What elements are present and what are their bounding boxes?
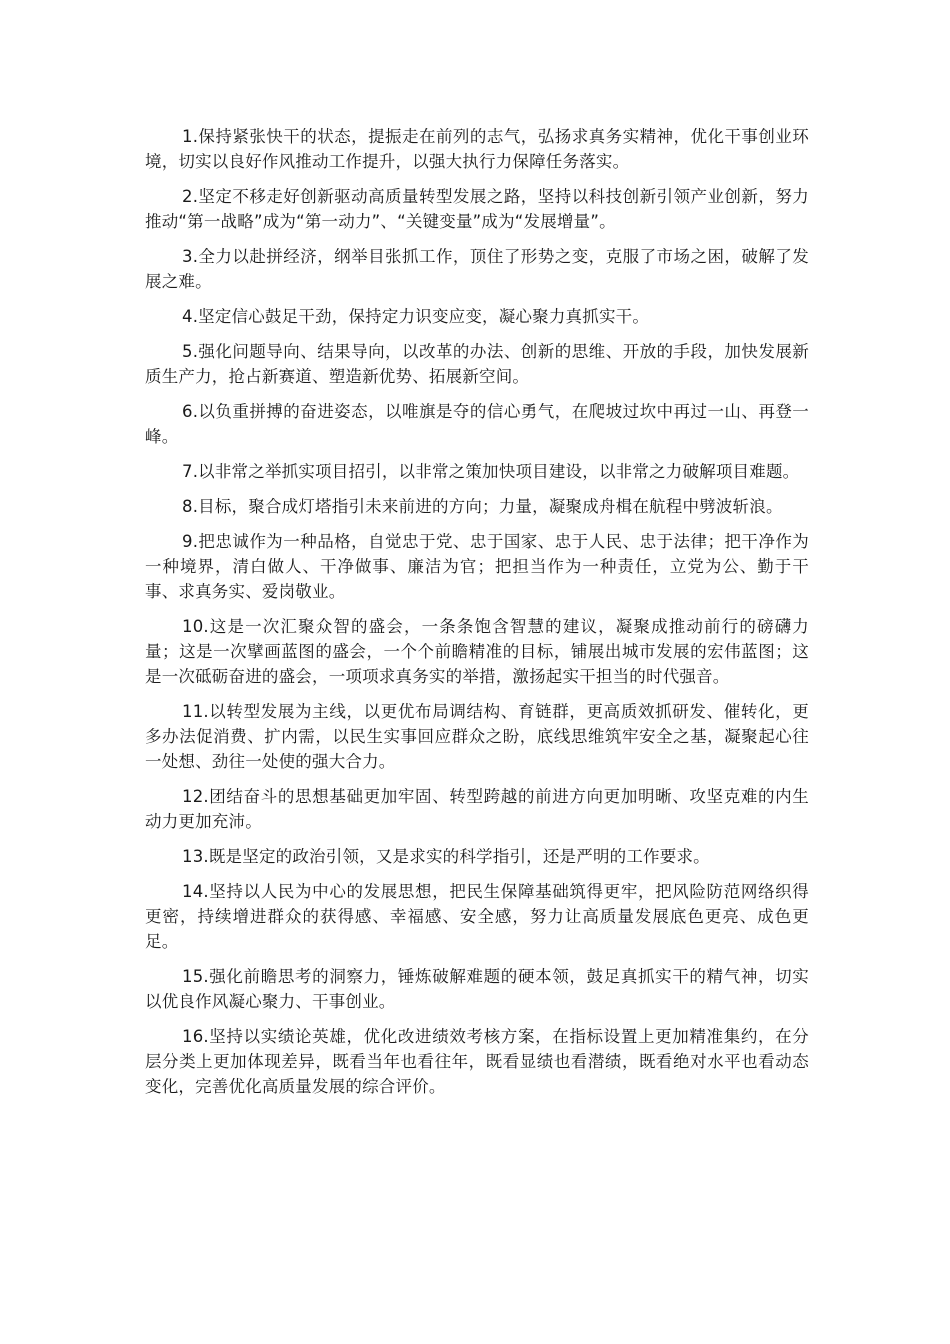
paragraph-2: 2.坚定不移走好创新驱动高质量转型发展之路，坚持以科技创新引领产业创新，努力推动“第一战略”成为“第一动力”、“关键变量”成为“发展增量”。 — [145, 187, 809, 231]
paragraph-8: 8.目标，聚合成灯塔指引未来前进的方向；力量，凝聚成舟楫在航程中劈波斩浪。 — [182, 497, 783, 516]
paragraph-3: 3.全力以赴拼经济，纲举目张抓工作，顶住了形势之变，克服了市场之困，破解了发展之难。 — [145, 247, 809, 291]
paragraph-5: 5.强化问题导向、结果导向，以改革的办法、创新的思维、开放的手段，加快发展新质生产力，抢占新赛道、塑造新优势、拓展新空间。 — [145, 342, 809, 386]
paragraph-6: 6.以负重拼搏的奋进姿态，以唯旗是夺的信心勇气，在爬坡过坎中再过一山、再登一峰。 — [145, 402, 809, 446]
paragraph-14: 14.坚持以人民为中心的发展思想，把民生保障基础筑得更牢，把风险防范网络织得更密，持续增进群众的获得感、幸福感、安全感，努力让高质量发展底色更亮、成色更足。 — [145, 882, 809, 951]
paragraph-11: 11.以转型发展为主线，以更优布局调结构、育链群，更高质效抓研发、催转化，更多办法促消费、扩内需，以民生实事回应群众之盼，底线思维筑牢安全之基，凝聚起心往一处想、劲往一处使的强大合力。 — [145, 702, 809, 771]
paragraph-13: 13.既是坚定的政治引领，又是求实的科学指引，还是严明的工作要求。 — [182, 847, 710, 866]
paragraph-7: 7.以非常之举抓实项目招引，以非常之策加快项目建设，以非常之力破解项目难题。 — [182, 462, 800, 481]
document-body — [145, 124, 809, 1109]
paragraph-10: 10.这是一次汇聚众智的盛会，一条条饱含智慧的建议，凝聚成推动前行的磅礴力量；这是一次擘画蓝图的盛会，一个个前瞻精准的目标，铺展出城市发展的宏伟蓝图；这是一次砥砺奋进的盛会，一项项求真务实的举措，激扬起实干担当的时代强音。 — [145, 617, 809, 686]
paragraph-15: 15.强化前瞻思考的洞察力，锤炼破解难题的硬本领，鼓足真抓实干的精气神，切实以优良作风凝心聚力、干事创业。 — [145, 967, 809, 1011]
paragraph-12: 12.团结奋斗的思想基础更加牢固、转型跨越的前进方向更加明晰、攻坚克难的内生动力更加充沛。 — [145, 787, 809, 831]
paragraph-16: 16.坚持以实绩论英雄，优化改进绩效考核方案，在指标设置上更加精准集约，在分层分类上更加体现差异，既看当年也看往年，既看显绩也看潜绩，既看绝对水平也看动态变化，完善优化高质量发展的综合评价。 — [145, 1027, 809, 1096]
paragraph-1: 1.保持紧张快干的状态，提振走在前列的志气，弘扬求真务实精神，优化干事创业环境，切实以良好作风推动工作提升，以强大执行力保障任务落实。 — [145, 127, 809, 171]
paragraph-4: 4.坚定信心鼓足干劲，保持定力识变应变，凝心聚力真抓实干。 — [182, 307, 650, 326]
paragraph-9: 9.把忠诚作为一种品格，自觉忠于党、忠于国家、忠于人民、忠于法律；把干净作为一种境界，清白做人、干净做事、廉洁为官；把担当作为一种责任，立党为公、勤于干事、求真务实、爱岗敬业。 — [145, 532, 809, 601]
